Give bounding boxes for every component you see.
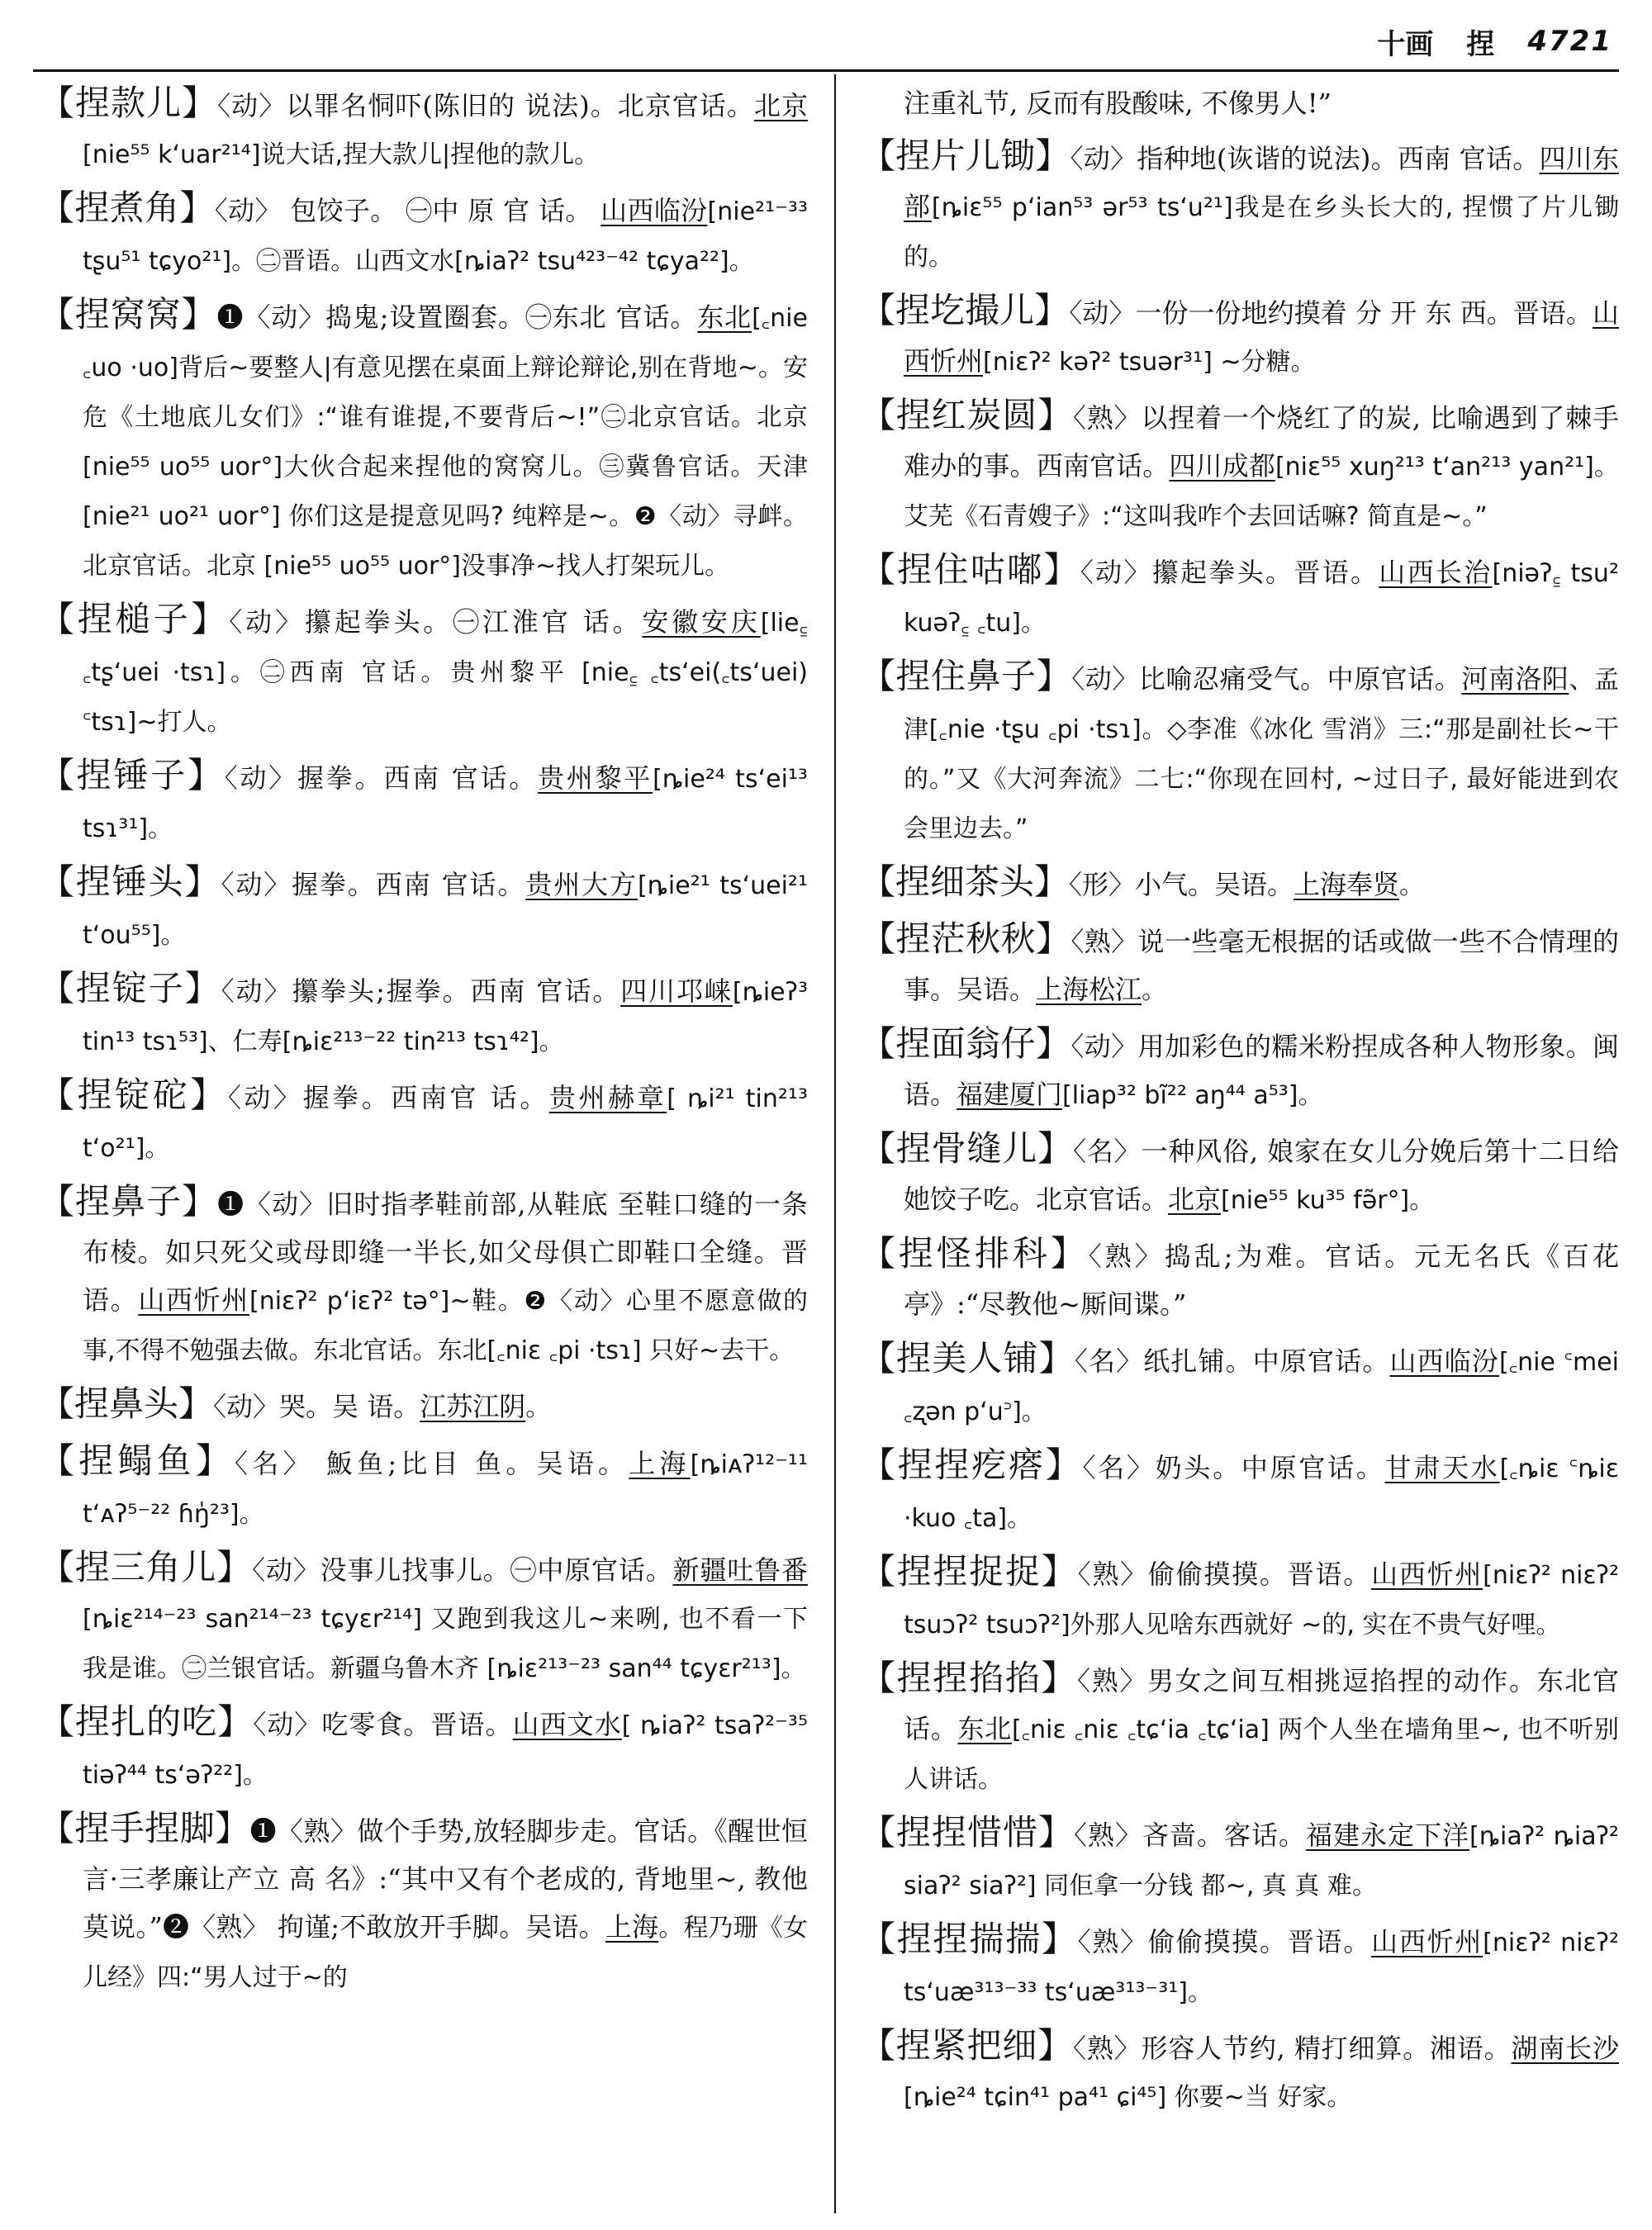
pronunciation-and-example: [ȵie²⁴ ts‘ei¹³ tsɿ³¹]。	[83, 765, 808, 843]
headword: 【捏住鼻子】	[861, 656, 1072, 696]
definition: 〈动〉哭。吴 语。	[213, 1391, 420, 1422]
location-name: 山西忻州	[1371, 1559, 1483, 1590]
location-name: 上海松江	[1036, 974, 1142, 1005]
location-name: 贵州赫章	[548, 1082, 667, 1113]
headword: 【捏鳎鱼】	[40, 1440, 235, 1481]
definition: 〈动〉用加彩色的糯米粉捏成各种人物形象。闽语。	[904, 1031, 1619, 1110]
definition: 〈动〉握拳。西南官 话。	[227, 1082, 549, 1113]
headword: 【捏三角儿】	[40, 1547, 253, 1587]
dictionary-entry	[40, 858, 808, 960]
definition: 〈熟〉说一些毫无根据的话或做一些不合情理的事。吴语。	[904, 926, 1619, 1005]
pronunciation-and-example: 。程乃珊《女儿经》四:“男人过于~的	[83, 1914, 808, 1992]
headword: 【捏鼻头】	[40, 1383, 214, 1424]
dictionary-entry	[40, 79, 808, 179]
pronunciation-and-example: [ȵiɛ²¹⁴⁻²³ san²¹⁴⁻²³ tɕyɛr²¹⁴] 又跑到我这儿~来咧, 也不看一下我是谁。㊁兰银官话。新疆乌鲁木齐 [ȵiɛ²¹³⁻²³ san⁴⁴ tɕyɛr²¹³]。	[83, 1605, 808, 1683]
dictionary-entry	[861, 652, 1619, 853]
headword: 【捏捏揣揣】	[861, 1919, 1078, 1959]
location-name: 安徽安庆	[642, 606, 761, 638]
dictionary-entry	[40, 1071, 808, 1173]
dictionary-entry	[40, 1698, 808, 1800]
headword: 【捏锭子】	[40, 968, 221, 1008]
definition: 〈熟〉以捏着一个烧红了的炭, 比喻遇到了棘手难办的事。西南官话。	[904, 402, 1619, 482]
dictionary-entry	[861, 1654, 1619, 1804]
dictionary-entry	[40, 1178, 808, 1375]
location-name: 山西临汾	[601, 195, 708, 226]
pronunciation-and-example: 。	[1399, 871, 1425, 900]
definition: 〈动〉握拳。西南 官话。	[221, 869, 526, 900]
column-divider	[834, 74, 836, 2213]
pronunciation-and-example: [ ȵi²¹ tin²¹³ t‘o²¹]。	[83, 1084, 808, 1163]
dictionary-entry	[40, 291, 808, 591]
headword: 【捏煮角】	[40, 187, 215, 228]
headword: 【捏扎的吃】	[40, 1701, 254, 1742]
dictionary-entry	[861, 546, 1619, 648]
location-name: 上海	[605, 1911, 659, 1943]
definition: 〈动〉没事儿找事儿。㊀中原官话。	[252, 1554, 673, 1586]
definition: 〈熟〉形容人节约, 精打细算。湘语。	[1073, 2033, 1512, 2064]
definition: 〈动〉吃零食。晋语。	[253, 1709, 513, 1740]
location-name: 山西长治	[1379, 557, 1493, 588]
location-name: 东北	[957, 1713, 1012, 1744]
headword: 【捏锭砣】	[40, 1075, 228, 1115]
location-name: 江苏江阴	[420, 1391, 526, 1422]
head-character: 捏	[1466, 27, 1495, 61]
location-name: 甘肃天水	[1384, 1452, 1500, 1483]
pronunciation-and-example: 。	[1142, 976, 1167, 1005]
definition: ❶〈动〉捣鬼;设置圈套。㊀东北 官话。	[216, 301, 698, 333]
pronunciation-and-example: [nie⁵⁵ ku³⁵ fə̃r°]。	[1221, 1186, 1435, 1215]
dictionary-entry	[861, 1548, 1619, 1649]
dictionary-entry	[861, 1441, 1619, 1543]
headword: 【捏窝窝】	[40, 294, 217, 334]
pronunciation-and-example: [nie²¹⁻³³ tʂu⁵¹ tɕyo²¹]。㊁晋语。山西文水[ȵiaʔ² tsu⁴²³⁻⁴² tɕya²²]。	[83, 197, 808, 276]
pronunciation-and-example: [ ȵiaʔ² tsaʔ²⁻³⁵ tiəʔ⁴⁴ ts‘əʔ²²]。	[83, 1711, 808, 1790]
location-name: 山西临汾	[1389, 1345, 1500, 1377]
headword: 【捏圪撮儿】	[861, 290, 1070, 330]
pronunciation-and-example: [ȵie²¹ ts‘uei²¹ t‘ou⁵⁵]。	[83, 871, 808, 950]
dictionary-entry	[861, 2022, 1619, 2122]
dictionary-entry	[40, 184, 808, 286]
definition: 〈形〉小气。吴语。	[1069, 869, 1294, 900]
definition: 〈熟〉捣乱;为难。官话。元无名氏《百花亭》:“尽教他~厮间谍。”	[904, 1241, 1619, 1320]
definition: 〈动〉握拳。西南 官话。	[224, 762, 539, 794]
headword: 【捏捏惜惜】	[861, 1812, 1075, 1853]
definition: 〈名〉纸扎铺。中原官话。	[1074, 1345, 1390, 1377]
page-header	[40, 18, 1612, 64]
definition: 〈动〉攥起拳头。㊀江淮官 话。	[229, 606, 643, 638]
location-name: 山西文水	[512, 1709, 622, 1740]
location-name: 山西忻州	[904, 297, 1619, 377]
location-name: 上海	[629, 1448, 691, 1479]
pronunciation-and-example: [꜀ȵiɛ ꜂ȵiɛ ·kuo ꜀ta]。	[904, 1454, 1619, 1533]
pronunciation-and-example: [lie꜁ ꜀tʂ‘uei ·tsɿ]。㊁西南 官话。贵州黎平 [nie꜁ ꜀ts‘ei(꜀ts‘uei) ꜂tsɿ]~打人。	[83, 609, 808, 737]
pronunciation-and-example: [꜀nie ꜀uo ·uo]背后~要整人|有意见摆在桌面上辩论辩论,别在背地~。安危《土地底儿女们》:“谁有谁提,不要背后~!”㊁北京官话。北京[nie⁵⁵ uo⁵⁵ uor°]大伙合起来捏他的窝窝儿。㊂冀鲁官话。天津[nie²¹ uo²¹ uor°] 你们这是提意见吗? 纯粹是~。❷〈动〉寻衅。北京官话。北京 [nie⁵⁵ uo⁵⁵ uor°]没事净~找人打架玩儿。	[83, 304, 808, 581]
dictionary-entry	[861, 1335, 1619, 1436]
dictionary-entry	[40, 965, 808, 1066]
dictionary-entry	[861, 287, 1619, 387]
page-number: 4721	[1527, 25, 1612, 58]
pronunciation-and-example: [꜀nie ꜂mei ꜀ʐən p‘u꜄]。	[904, 1348, 1619, 1426]
definition: 〈名〉 魬鱼;比目 鱼。吴语。	[235, 1448, 629, 1479]
headword: 【捏红炭圆】	[861, 395, 1073, 435]
pronunciation-and-example: [꜀niɛ ꜀niɛ ꜀tɕ‘ia ꜀tɕ‘ia] 两个人坐在墙角里~, 也不听别人讲话。	[904, 1715, 1619, 1794]
pronunciation-and-example: [liap³² bĩ²² aŋ⁴⁴ a⁵³]。	[1062, 1081, 1323, 1110]
location-name: 山西忻州	[138, 1284, 249, 1316]
definition: 〈动〉攥拳头;握拳。西南 官话。	[221, 975, 621, 1007]
pronunciation-and-example: [ȵiɛ⁵⁵ p‘ian⁵³ ər⁵³ ts‘u²¹]我是在乡头长大的, 捏惯了片儿锄的。	[904, 193, 1619, 272]
pronunciation-and-example: [niɛʔ² kəʔ² tsuər³¹] ~分糖。	[983, 348, 1316, 377]
location-name: 福建永定下洋	[1306, 1820, 1470, 1851]
pronunciation-and-example: [ȵiᴀʔ¹²⁻¹¹ t‘ᴀʔ⁵⁻²² ɦŋ̍²³]。	[83, 1450, 808, 1529]
location-name: 四川东部	[904, 143, 1619, 222]
location-name: 上海奉贤	[1294, 869, 1400, 900]
definition: 〈动〉攥起拳头。晋语。	[1080, 557, 1379, 588]
location-name: 北京	[753, 90, 808, 121]
pronunciation-and-example: [niɛʔ² p‘iɛʔ² tə°]~鞋。❷〈动〉心里不愿意做的事,不得不勉强去做。东北官话。东北[꜀niɛ ꜀pi ·tsɿ] 只好~去干。	[83, 1287, 808, 1365]
definition: 〈动〉以罪名恫吓(陈旧的 说法)。北京官话。	[217, 90, 754, 121]
headword: 【捏锤头】	[40, 861, 221, 902]
dictionary-entry	[861, 1915, 1619, 2017]
location-name: 山西忻州	[1371, 1926, 1483, 1957]
dictionary-entry	[861, 1020, 1619, 1120]
dictionary-entry	[40, 1805, 808, 2002]
dictionary-entry	[40, 1544, 808, 1693]
pronunciation-and-example: [niɛʔ² niɛʔ² ts‘uæ³¹³⁻³³ ts‘uæ³¹³⁻³¹]。	[904, 1929, 1619, 2007]
location-name: 河南洛阳	[1461, 663, 1569, 695]
definition: 〈名〉奶头。中原官话。	[1082, 1452, 1385, 1483]
dictionary-entry	[40, 752, 808, 853]
headword: 【捏槌子】	[40, 599, 230, 639]
headword: 【捏捏掐掐】	[861, 1658, 1078, 1698]
definition: 〈动〉 包饺子。 ㊀中 原 官 话。	[214, 195, 601, 226]
pronunciation-and-example: 。	[525, 1393, 551, 1422]
definition: 〈动〉一份一份地约摸着 分 开 东 西。晋语。	[1069, 297, 1593, 329]
location-name: 新疆吐鲁番	[672, 1554, 808, 1586]
pronunciation-and-example: [niɛʔ² niɛʔ² tsuɔʔ² tsuɔʔ²]外那人见啥东西就好 ~的, 实在不贵气好哩。	[904, 1561, 1619, 1639]
location-name: 四川邛崃	[620, 975, 733, 1007]
left-column	[40, 79, 808, 2213]
location-name: 湖南长沙	[1511, 2033, 1619, 2064]
headword: 【捏美人铺】	[861, 1338, 1075, 1378]
right-column	[861, 79, 1619, 2213]
section-label: 十画	[1377, 27, 1434, 61]
dictionary-entry	[861, 915, 1619, 1015]
dictionary-entry	[861, 1230, 1619, 1330]
location-name: 贵州黎平	[538, 762, 653, 794]
definition: 〈名〉一种风俗, 娘家在女儿分娩后第十二日给她饺子吃。北京官话。	[904, 1136, 1619, 1215]
definition: 〈熟〉吝啬。客话。	[1074, 1820, 1307, 1851]
headword: 【捏面翁仔】	[861, 1023, 1071, 1064]
dictionary-entry	[861, 132, 1619, 282]
location-name: 东北	[697, 301, 752, 333]
headword: 【捏捏捉捉】	[861, 1551, 1078, 1592]
definition: ❶〈熟〉做个手势,放轻脚步走。官话。《醒世恒言·三孝廉让产立 高 名》:“其中又有个老成的, 背地里~, 教他莫说。”❷〈熟〉 拘谨;不敢放开手脚。吴语。	[83, 1815, 808, 1943]
headword: 【捏锤子】	[40, 755, 225, 795]
definition: ❶〈动〉旧时指孝鞋前部,从鞋底 至鞋口缝的一条布棱。如只死父或母即缝一半长,如父母俱亡即鞋口全缝。晋语。	[83, 1189, 808, 1316]
pronunciation-and-example: [niɛ⁵⁵ xuŋ²¹³ t‘an²¹³ yan²¹]。艾芜《石青嫂子》:“这叫我咋个去回话嘛? 简直是~。”	[904, 453, 1619, 531]
definition: 〈熟〉偷偷摸摸。晋语。	[1077, 1926, 1372, 1957]
dictionary-entry	[861, 858, 1619, 910]
dictionary-entry	[40, 1380, 808, 1432]
pronunciation-and-example: 、孟津[꜀nie ·tʂu ꜀pi ·tsɿ]。◇李准《冰化 雪消》三:“那是副社长~干的。”又《大河奔流》二七:“你现在回村, ~过日子, 最好能进到农会里边去。”	[904, 666, 1619, 843]
location-name: 福建厦门	[957, 1079, 1063, 1110]
headword: 【捏茫秋秋】	[861, 918, 1071, 959]
headword: 【捏鼻子】	[40, 1181, 218, 1222]
headword: 【捏片儿锄】	[861, 135, 1070, 176]
headword: 【捏怪排科】	[861, 1233, 1089, 1274]
headword: 【捏手捏脚】	[40, 1808, 250, 1848]
location-name: 贵州大方	[525, 869, 638, 900]
headword: 【捏款儿】	[40, 83, 218, 123]
definition: 〈动〉比喻忍痛受气。中原官话。	[1071, 663, 1462, 695]
dictionary-entry	[40, 1437, 808, 1539]
pronunciation-and-example: [ȵie²⁴ tɕin⁴¹ pa⁴¹ ɕi⁴⁵] 你要~当 好家。	[904, 2083, 1352, 2112]
dictionary-entry	[861, 1809, 1619, 1910]
dictionary-entry	[861, 391, 1619, 541]
pronunciation-and-example: [nie⁵⁵ k‘uar²¹⁴]说大话,捏大款儿|捏他的款儿。	[83, 140, 600, 169]
headword: 【捏紧把细】	[861, 2025, 1073, 2066]
header-rule	[33, 69, 1619, 72]
definition: 〈熟〉偷偷摸摸。晋语。	[1077, 1559, 1372, 1590]
headword: 【捏骨缝儿】	[861, 1128, 1073, 1169]
dictionary-entry	[861, 1125, 1619, 1225]
headword: 【捏细茶头】	[861, 861, 1070, 902]
location-name: 北京	[1168, 1184, 1222, 1215]
dictionary-entry	[40, 595, 808, 747]
pronunciation-and-example: [niəʔ꜁ tsu² kuəʔ꜁ ꜀tu]。	[904, 559, 1619, 638]
definition: 〈熟〉男女之间互相挑逗掐捏的动作。东北官话。	[904, 1665, 1619, 1744]
headword: 【捏住咕嘟】	[861, 549, 1080, 590]
pronunciation-and-example: [ȵieʔ³ tin¹³ tsɿ⁵³]、仁寿[ȵiɛ²¹³⁻²² tin²¹³ tsɿ⁴²]。	[83, 978, 808, 1056]
headword: 【捏捏疙瘩】	[861, 1445, 1083, 1485]
pronunciation-and-example: [ȵiaʔ² ȵiaʔ² siaʔ² siaʔ²] 同佢拿一分钱 都~, 真 真 难。	[904, 1822, 1619, 1900]
definition: 〈动〉指种地(诙谐的说法)。西南 官话。	[1070, 143, 1540, 174]
continuation-text: 注重礼节, 反而有股酸味, 不像男人!”	[904, 88, 1332, 119]
location-name: 四川成都	[1169, 450, 1275, 482]
